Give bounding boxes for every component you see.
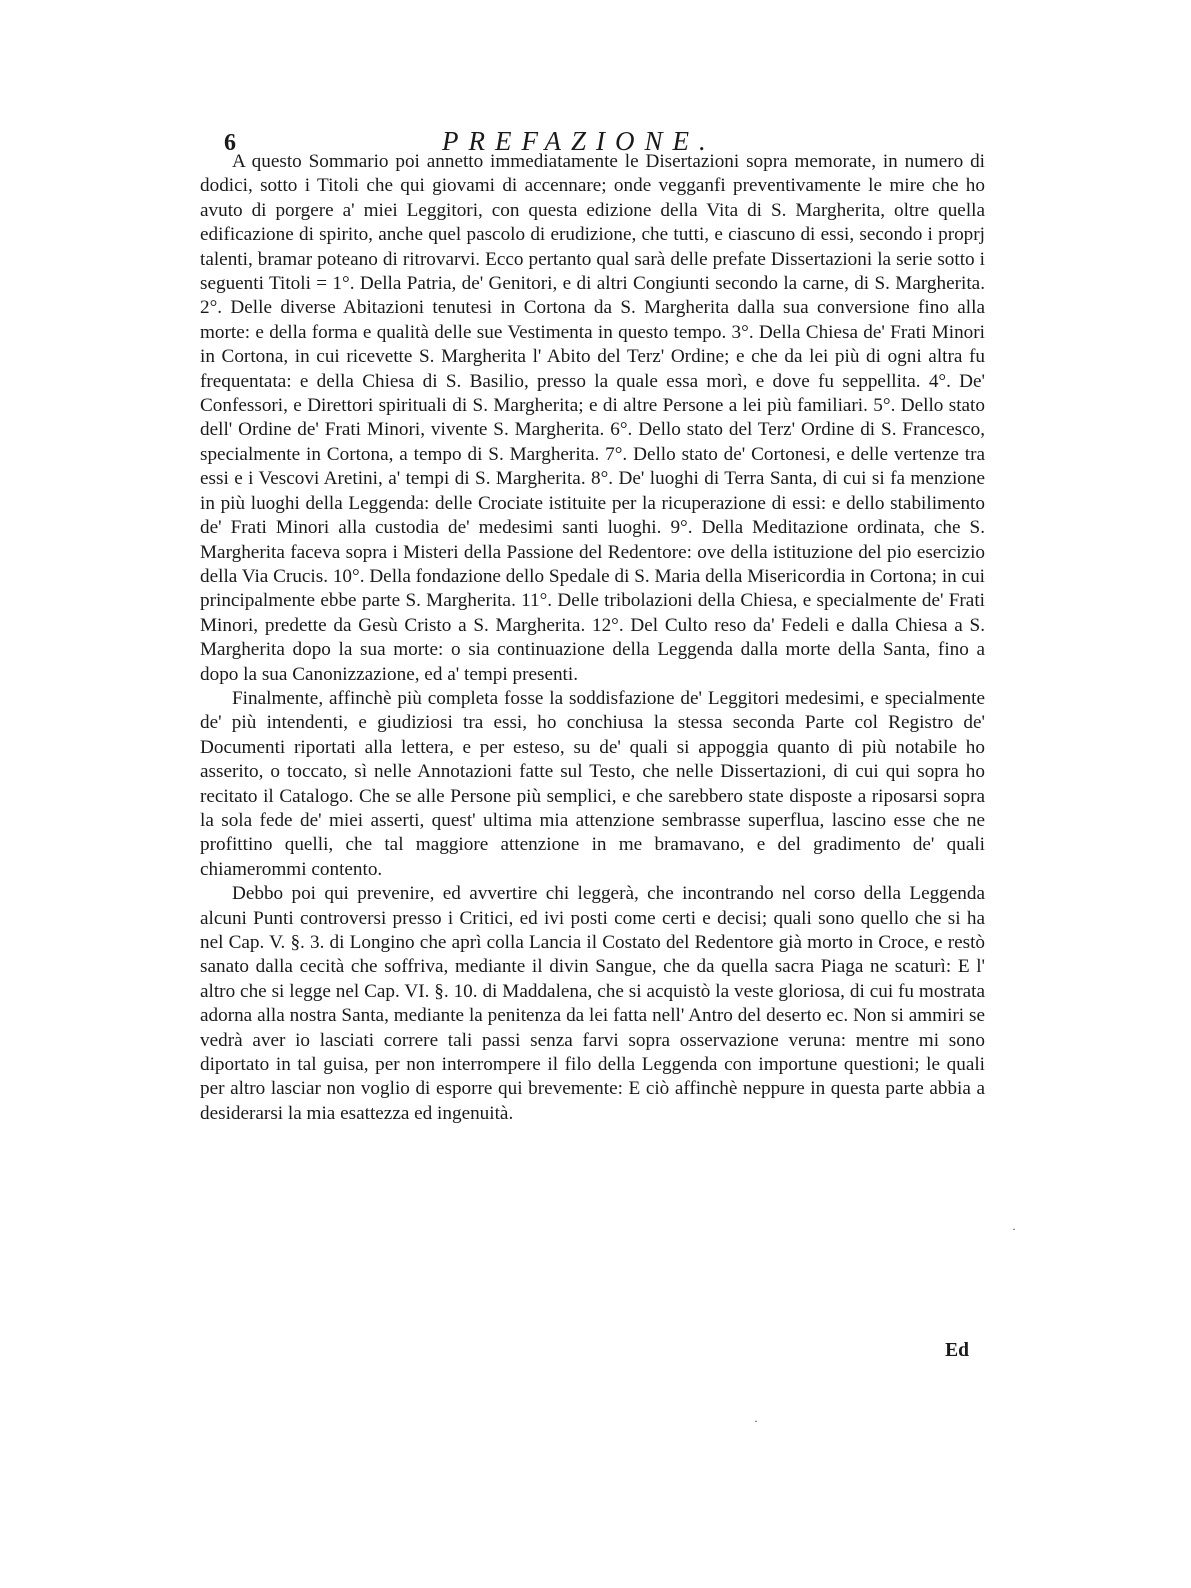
running-title: PREFAZIONE.: [442, 126, 716, 156]
book-page: [200, 118, 985, 1361]
ink-speck: ·: [1012, 1222, 1016, 1236]
paragraph-dissertations-list: A questo Sommario poi annetto immediatamente le Disertazioni sopra memorate, in numero di dodici, sotto i Titoli che qui giovami di accennare; onde vegganfi preventivamente le mire che ho avuto di porgere a' miei Leggitori, con questa edizione della Vita di S. Margherita, oltre quella edificazione di spirito, anche quel pascolo di erudizione, che tutti, e ciascuno di essi, secondo i proprj talenti, bramar poteano di ritrovarvi. Ecco pertanto qual sarà delle prefate Dissertazioni la serie sotto i seguenti Titoli = 1°. Della Patria, de' Genitori, e di altri Congiunti secondo la carne, di S. Margherita. 2°. Delle diverse Abitazioni tenutesi in Cortona da S. Margherita dalla sua conversione fino alla morte: e della forma e qualità delle sue Vestimenta in questo tempo. 3°. Della Chiesa de' Frati Minori in Cortona, in cui ricevette S. Margherita l' Abito del Terz' Ordine; e che da lei più di ogni altra fu frequentata: e della Chiesa di S. Basilio, presso la quale essa morì, e dove fu seppellita. 4°. De' Confessori, e Direttori spirituali di S. Margherita; e di altre Persone a lei più familiari. 5°. Dello stato dell' Ordine de' Frati Minori, vivente S. Margherita. 6°. Dello stato del Terz' Ordine di S. Francesco, specialmente in Cortona, a tempo di S. Margherita. 7°. Dello stato de' Cortonesi, e delle vertenze tra essi e i Vescovi Aretini, a' tempi di S. Margherita. 8°. De' luoghi di Terra Santa, di cui si fa menzione in più luoghi della Leggenda: delle Crociate istituite per la ricuperazione di essi: e dello stabilimento de' Frati Minori alla custodia de' medesimi santi luoghi. 9°. Della Meditazione ordinata, che S. Margherita faceva sopra i Misteri della Passione del Redentore: ove della istituzione del pio esercizio della Via Crucis. 10°. Della fondazione dello Spedale di S. Maria della Misericordia in Cortona; in cui principalmente ebbe parte S. Margherita. 11°. Delle tribolazioni della Chiesa, e specialmente de' Frati Minori, predette da Gesù Cristo a S. Margherita. 12°. Del Culto reso da' Fedeli e dalla Chiesa a S. Margherita dopo la sua morte: o sia continuazione della Leggenda dalla morte della Santa, fino a dopo la sua Canonizzazione, ed a' tempi presenti.: [200, 151, 985, 685]
paragraph-documents-register: Finalmente, affinchè più completa fosse la soddisfazione de' Leggitori medesimi, e specialmente de' più intendenti, e giudiziosi tra essi, ho conchiusa la stessa seconda Parte col Registro de' Documenti riportati alla lettera, e per esteso, su de' quali si appoggia quanto di più notabile ho asserito, o toccato, sì nelle Annotazioni fatte sul Testo, che nelle Dissertazioni, di cui qui sopra ho recitato il Catalogo. Che se alle Persone più semplici, e che sarebbero state disposte a riposarsi sopra la sola fede de' miei asserti, quest' ultima mia attenzione sembrasse superflua, lascino esse che ne profittino quelli, che tal maggiore attenzione in me bramavano, e del gradimento de' quali chiamerommi contento.: [200, 687, 985, 880]
page-number: 6: [224, 130, 236, 156]
paragraph-controversial-points: Debbo poi qui prevenire, ed avvertire chi leggerà, che incontrando nel corso della Leggenda alcuni Punti controversi presso i Critici, ed ivi posti come certi e decisi; quali sono quello che si ha nel Cap. V. §. 3. di Longino che aprì colla Lancia il Costato del Redentore già morto in Croce, e restò sanato dalla cecità che soffriva, mediante il divin Sangue, che da quella sacra Piaga ne scaturì: E l' altro che si legge nel Cap. VI. §. 10. di Maddalena, che si acquistò la veste gloriosa, di cui fu mostrata adorna alla nostra Santa, mediante la penitenza da lei fatta nell' Antro del deserto ec. Non si ammiri se vedrà aver io lasciati correre tali passi senza farvi sopra osservazione veruna: mentre mi sono diportato in tal guisa, per non interrompere il filo della Leggenda con importune questioni; le quali per altro lasciar non voglio di esporre qui brevemente: E ciò affinchè neppure in questa parte abbia a desiderarsi la mia esattezza ed ingenuità.: [200, 883, 985, 1124]
catchword: Ed: [945, 1340, 969, 1361]
page-header: [200, 118, 985, 158]
ink-speck: ·: [754, 1414, 758, 1428]
